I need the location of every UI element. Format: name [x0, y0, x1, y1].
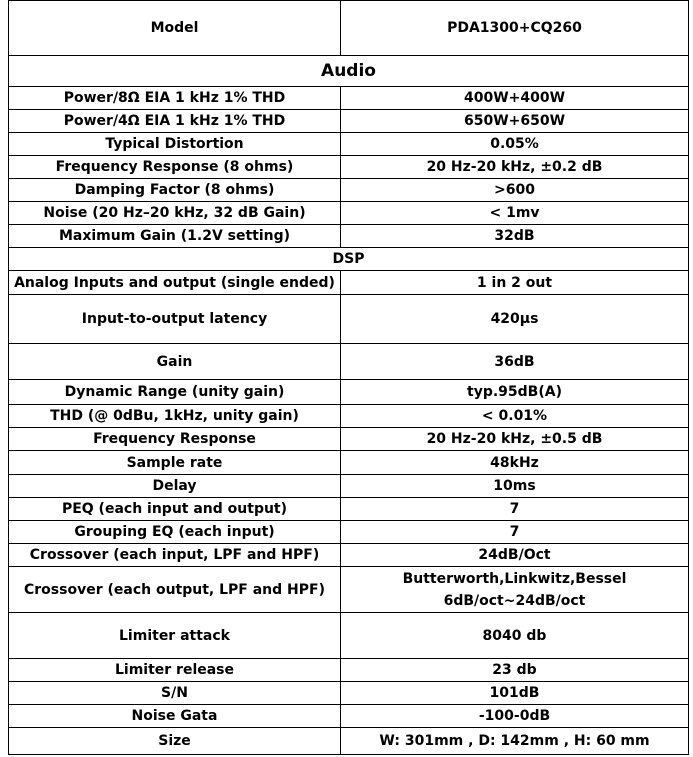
spec-value	[341, 567, 689, 613]
section-row-dsp	[9, 248, 689, 271]
table-row	[9, 295, 689, 344]
table-row	[9, 521, 689, 544]
spec-value: 7	[341, 498, 689, 521]
spec-value: 101dB	[341, 682, 689, 705]
spec-label: Damping Factor (8 ohms)	[9, 179, 341, 202]
table-row	[9, 344, 689, 380]
spec-label: THD (@ 0dBu, 1kHz, unity gain)	[9, 405, 341, 428]
spec-value: 7	[341, 521, 689, 544]
spec-table	[8, 0, 689, 755]
model-value: PDA1300+CQ260	[341, 1, 689, 56]
spec-value: 400W+400W	[341, 87, 689, 110]
spec-label: Typical Distortion	[9, 133, 341, 156]
spec-value-line: Butterworth,Linkwitz,Bessel	[402, 570, 627, 587]
spec-value: >600	[341, 179, 689, 202]
table-row	[9, 544, 689, 567]
spec-value: 650W+650W	[341, 110, 689, 133]
spec-label: Frequency Response	[9, 428, 341, 451]
spec-value: < 0.01%	[341, 405, 689, 428]
spec-label: Noise Gata	[9, 705, 341, 728]
spec-value: 36dB	[341, 344, 689, 380]
spec-label: Crossover (each input, LPF and HPF)	[9, 544, 341, 567]
spec-label: Gain	[9, 344, 341, 380]
spec-value: typ.95dB(A)	[341, 380, 689, 405]
table-row	[9, 271, 689, 295]
section-title-dsp: DSP	[9, 248, 689, 271]
spec-value: 420μs	[341, 295, 689, 344]
table-row	[9, 728, 689, 755]
table-row	[9, 567, 689, 613]
spec-value: 32dB	[341, 225, 689, 248]
spec-label: Limiter attack	[9, 613, 341, 659]
section-title-audio: Audio	[9, 56, 689, 87]
model-label: Model	[9, 1, 341, 56]
spec-value: 10ms	[341, 475, 689, 498]
spec-label: Dynamic Range (unity gain)	[9, 380, 341, 405]
section-row-audio	[9, 56, 689, 87]
spec-label: Crossover (each output, LPF and HPF)	[9, 567, 341, 613]
spec-label: Power/8Ω EIA 1 kHz 1% THD	[9, 87, 341, 110]
table-row	[9, 225, 689, 248]
table-row	[9, 156, 689, 179]
spec-label: Sample rate	[9, 451, 341, 475]
table-row	[9, 682, 689, 705]
spec-label: Input-to-output latency	[9, 295, 341, 344]
spec-label: Grouping EQ (each input)	[9, 521, 341, 544]
spec-value: 23 db	[341, 659, 689, 682]
spec-label: Maximum Gain (1.2V setting)	[9, 225, 341, 248]
table-row	[9, 110, 689, 133]
spec-label: Delay	[9, 475, 341, 498]
spec-label: Frequency Response (8 ohms)	[9, 156, 341, 179]
table-row	[9, 202, 689, 225]
table-row	[9, 475, 689, 498]
table-row	[9, 613, 689, 659]
table-row	[9, 87, 689, 110]
table-row	[9, 133, 689, 156]
spec-value: 20 Hz-20 kHz, ±0.5 dB	[341, 428, 689, 451]
table-row	[9, 705, 689, 728]
spec-value: 1 in 2 out	[341, 271, 689, 295]
spec-label: Noise (20 Hz–20 kHz, 32 dB Gain)	[9, 202, 341, 225]
spec-value: -100-0dB	[341, 705, 689, 728]
spec-label: Size	[9, 728, 341, 755]
spec-label: Limiter release	[9, 659, 341, 682]
table-row	[9, 659, 689, 682]
table-row	[9, 405, 689, 428]
spec-value: 24dB/Oct	[341, 544, 689, 567]
spec-label: S/N	[9, 682, 341, 705]
spec-value-line: 6dB/oct~24dB/oct	[443, 592, 586, 609]
spec-value: 20 Hz-20 kHz, ±0.2 dB	[341, 156, 689, 179]
spec-label: Analog Inputs and output (single ended)	[9, 271, 341, 295]
spec-value: 8040 db	[341, 613, 689, 659]
spec-value: < 1mv	[341, 202, 689, 225]
spec-value: W: 301mm , D: 142mm , H: 60 mm	[341, 728, 689, 755]
spec-label: PEQ (each input and output)	[9, 498, 341, 521]
header-row	[9, 1, 689, 56]
table-row	[9, 380, 689, 405]
table-row	[9, 179, 689, 202]
table-row	[9, 451, 689, 475]
table-row	[9, 498, 689, 521]
spec-label: Power/4Ω EIA 1 kHz 1% THD	[9, 110, 341, 133]
table-row	[9, 428, 689, 451]
spec-value: 48kHz	[341, 451, 689, 475]
spec-value: 0.05%	[341, 133, 689, 156]
